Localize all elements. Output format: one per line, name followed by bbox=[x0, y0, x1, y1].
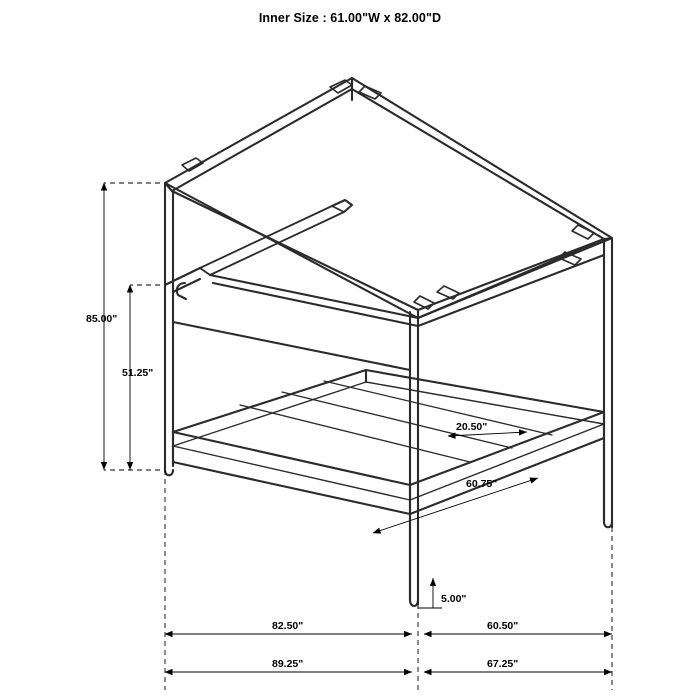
dim-label-ground-clearance: 5.00" bbox=[441, 593, 467, 605]
dimension-lines bbox=[104, 183, 612, 690]
dim-label-depth-lower: 60.75" bbox=[466, 478, 498, 490]
page-title: Inner Size : 61.00"W x 82.00"D bbox=[258, 11, 442, 25]
dim-label-width-front-left: 82.50" bbox=[272, 620, 304, 632]
dim-label-canopy-rail-height: 51.25" bbox=[122, 367, 154, 379]
dim-label-width-back-right: 67.25" bbox=[487, 658, 519, 670]
dim-label-width-back-left: 89.25" bbox=[272, 658, 304, 670]
dim-label-width-front-right: 60.50" bbox=[487, 620, 519, 632]
frame-outline bbox=[165, 78, 612, 606]
dim-6075-line bbox=[373, 478, 538, 533]
dim-label-overall-height: 85.00" bbox=[86, 313, 118, 325]
dim-label-depth-upper: 20.50" bbox=[456, 421, 488, 433]
